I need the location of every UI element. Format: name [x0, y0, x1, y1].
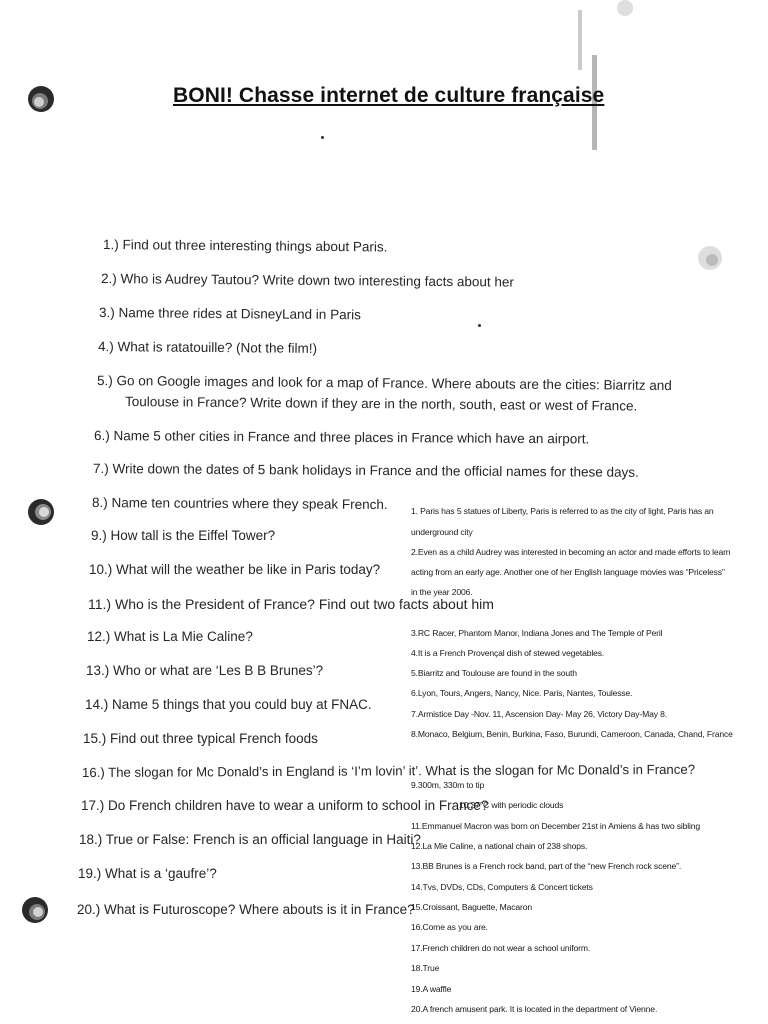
answer-line: 3.RC Racer, Phantom Manor, Indiana Jones and The Temple of Peril — [411, 628, 663, 638]
answer-line: in the year 2006. — [411, 587, 473, 597]
question-2: 2.) Who is Audrey Tautou? Write down two interesting facts about her — [100, 271, 515, 290]
question-18: 18.) True or False: French is an official language in Haiti? — [79, 832, 421, 847]
answer-line: 18.True — [411, 963, 440, 973]
answer-line: 17.French children do not wear a school uniform. — [411, 943, 591, 953]
scan-speck — [478, 324, 481, 327]
answer-line: 13.BB Brunes is a French rock band, part of the “new French rock scene”. — [411, 861, 682, 871]
answer-line: 5.Biarritz and Toulouse are found in the south — [411, 668, 577, 678]
answer-line: 6.Lyon, Tours, Angers, Nancy, Nice. Paris, Nantes, Toulesse. — [411, 688, 633, 698]
question-20: 20.) What is Futuroscope? Where abouts is it in France? — [77, 902, 415, 917]
binder-hole-icon — [20, 895, 50, 925]
answer-line: acting from an early age. Another one of her English language movies was “Priceless” — [411, 567, 725, 577]
answer-line: 14.Tvs, DVDs, CDs, Computers & Concert tickets — [411, 882, 593, 892]
question-17: 17.) Do French children have to wear a uniform to school in France? — [81, 798, 489, 813]
question-12: 12.) What is La Mie Caline? — [87, 629, 253, 644]
question-13: 13.) Who or what are ‘Les B B Brunes’? — [86, 663, 324, 678]
scan-smudge — [570, 0, 640, 160]
question-14: 14.) Name 5 things that you could buy at FNAC. — [85, 697, 372, 712]
answer-line: 1. Paris has 5 statues of Liberty, Paris is referred to as the city of light, Paris has an — [411, 506, 714, 516]
answer-line: 20.A french amusent park. It is located in the department of Vienne. — [411, 1004, 658, 1014]
answer-line: 19.A waffle — [411, 984, 452, 994]
question-6: 6.) Name 5 other cities in France and three places in France which have an airport. — [93, 428, 590, 447]
answer-line: 2.Even as a child Audrey was interested in becoming an actor and made efforts to learn — [411, 547, 731, 557]
answer-line: 9.300m, 330m to tip — [411, 780, 485, 790]
question-11: 11.) Who is the President of France? Find out two facts about him — [88, 596, 494, 612]
answer-line: 4.It is a French Provençal dish of stewed vegetables. — [411, 648, 605, 658]
question-9: 9.) How tall is the Eiffel Tower? — [91, 528, 276, 543]
question-10: 10.) What will the weather be like in Paris today? — [89, 562, 381, 577]
question-3: 3.) Name three rides at DisneyLand in Paris — [98, 305, 361, 323]
answer-line: 16.Come as you are. — [411, 922, 488, 932]
question-1: 1.) Find out three interesting things about Paris. — [102, 237, 388, 255]
binder-hole-icon — [26, 84, 56, 114]
scan-smudge — [690, 240, 730, 280]
question-7: 7.) Write down the dates of 5 bank holidays in France and the official names for these days. — [92, 461, 639, 480]
question-19: 19.) What is a ‘gaufre’? — [78, 866, 217, 881]
answer-line: 10.27°C with periodic clouds — [459, 800, 564, 810]
binder-hole-icon — [26, 497, 56, 527]
answer-line: 7.Armistice Day -Nov. 11, Ascension Day- May 26, Victory Day-May 8. — [411, 709, 667, 719]
scan-speck — [321, 136, 324, 139]
page-title: BONI! Chasse internet de culture française — [173, 84, 605, 107]
question-8: 8.) Name ten countries where they speak French. — [91, 495, 388, 513]
question-5-continued: Toulouse in France? Write down if they are in the north, south, east or west of France. — [124, 394, 638, 414]
answer-line: 15.Croissant, Baguette, Macaron — [411, 902, 532, 912]
answer-line: 11.Emmanuel Macron was born on December 21st in Amiens & has two sibling — [411, 821, 701, 831]
answer-line: 8.Monaco, Belgium, Benin, Burkina, Faso, Burundi, Cameroon, Canada, Chand, France — [411, 729, 733, 739]
question-16: 16.) The slogan for Mc Donald’s in England is ‘I’m lovin’ it’. What is the slogan for Mc Donald’s in France? — [81, 761, 696, 780]
question-4: 4.) What is ratatouille? (Not the film!) — [97, 339, 318, 356]
question-15: 15.) Find out three typical French foods — [83, 731, 318, 746]
question-5: 5.) Go on Google images and look for a map of France. Where abouts are the cities: Biarritz and — [96, 373, 672, 394]
answer-line: 12.La Mie Caline, a national chain of 238 shops. — [411, 841, 588, 851]
answer-line: underground city — [411, 527, 473, 537]
